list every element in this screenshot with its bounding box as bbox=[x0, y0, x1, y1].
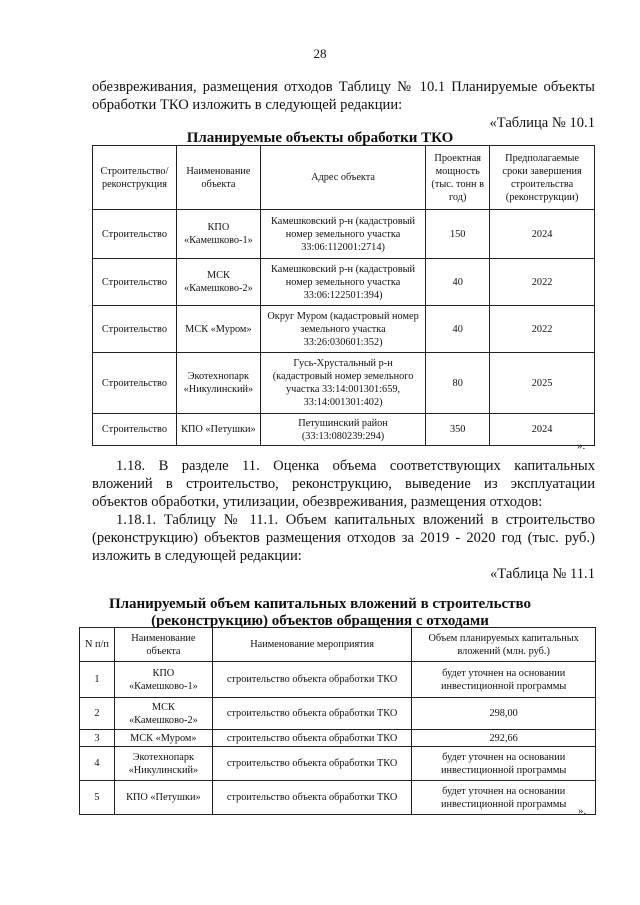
table-cell: 2022 bbox=[490, 306, 595, 353]
table2-header-row bbox=[80, 628, 596, 662]
table-cell: 3 bbox=[80, 730, 115, 747]
table2-header: N п/п bbox=[80, 628, 115, 662]
table-cell: Экотехнопарк «Никулинский» bbox=[114, 747, 212, 781]
table1-header: Предполагаемые сроки завершения строительства (реконструкции) bbox=[490, 146, 595, 210]
table-cell: Строительство bbox=[93, 353, 177, 414]
table1 bbox=[92, 145, 595, 446]
para-1-18-1-line-1: 1.18.1. Таблицу № 11.1. Объем капитальных вложений в строительство bbox=[116, 512, 595, 528]
table-cell: Камешковский р-н (кадастровый номер земельного участка 33:06:112001:2714) bbox=[260, 210, 425, 259]
table-cell: КПО «Камешково-1» bbox=[114, 662, 212, 698]
table-cell: КПО «Камешково-1» bbox=[176, 210, 260, 259]
table-cell: МСК «Камешково-2» bbox=[176, 259, 260, 306]
table-cell: 2022 bbox=[490, 259, 595, 306]
table1-closing-quote: ». bbox=[577, 440, 586, 452]
table-cell: Экотехнопарк «Никулинский» bbox=[176, 353, 260, 414]
table2-title-line-2: (реконструкцию) объектов обращения с отходами bbox=[151, 613, 489, 629]
table2-title-line-1: Планируемый объем капитальных вложений в строительство bbox=[108, 596, 532, 612]
table2-closing-quote: ». bbox=[578, 805, 587, 817]
table-cell: Камешковский р-н (кадастровый номер земельного участка 33:06:122501:394) bbox=[260, 259, 425, 306]
table-cell: 2 bbox=[80, 698, 115, 730]
table-cell: 350 bbox=[426, 414, 490, 446]
table2-header: Наименование объекта bbox=[114, 628, 212, 662]
table-cell: Гусь-Хрустальный р-н (кадастровый номер земельного участка 33:14:001301:659, 33:14:001301:402) bbox=[260, 353, 425, 414]
table2-header: Объем планируемых капитальных вложений (млн. руб.) bbox=[412, 628, 596, 662]
table2-reference: «Таблица № 11.1 bbox=[490, 566, 595, 582]
table-cell: 5 bbox=[80, 781, 115, 815]
table-row bbox=[93, 306, 595, 353]
table-cell: Строительство bbox=[93, 414, 177, 446]
table2 bbox=[79, 627, 596, 815]
table-cell: строительство объекта обработки ТКО bbox=[212, 662, 412, 698]
table-cell: Строительство bbox=[93, 210, 177, 259]
intro-line-1: обезвреживания, размещения отходов Таблицу № 10.1 Планируемые объекты bbox=[92, 79, 595, 95]
table2-header: Наименование мероприятия bbox=[212, 628, 412, 662]
table-cell: КПО «Петушки» bbox=[176, 414, 260, 446]
table-cell: 292,66 bbox=[412, 730, 596, 747]
para-1-18-1-line-2: (реконструкцию) объектов размещения отходов за 2019 - 2020 год (тыс. руб.) bbox=[92, 530, 595, 546]
para-1-18-line-1: 1.18. В разделе 11. Оценка объема соответствующих капитальных bbox=[116, 458, 595, 474]
table-row bbox=[80, 781, 596, 815]
table1-header: Проектная мощность (тыс. тонн в год) bbox=[426, 146, 490, 210]
table-row bbox=[93, 259, 595, 306]
table-cell: МСК «Камешково-2» bbox=[114, 698, 212, 730]
table-cell: 40 bbox=[426, 259, 490, 306]
table-row bbox=[80, 747, 596, 781]
table-cell: будет уточнен на основании инвестиционной программы bbox=[412, 781, 596, 815]
table-cell: будет уточнен на основании инвестиционной программы bbox=[412, 662, 596, 698]
table-cell: строительство объекта обработки ТКО bbox=[212, 730, 412, 747]
intro-line-2: обработки ТКО изложить в следующей редакции: bbox=[92, 97, 403, 113]
table-cell: Строительство bbox=[93, 306, 177, 353]
table-cell: строительство объекта обработки ТКО bbox=[212, 781, 412, 815]
table-row bbox=[93, 353, 595, 414]
table-cell: 2024 bbox=[490, 210, 595, 259]
table-cell: Петушинский район (33:13:080239:294) bbox=[260, 414, 425, 446]
table1-reference: «Таблица № 10.1 bbox=[489, 115, 595, 131]
table-cell: 80 bbox=[426, 353, 490, 414]
table-row bbox=[80, 698, 596, 730]
table1-title: Планируемые объекты обработки ТКО bbox=[186, 130, 454, 146]
para-1-18-line-3: объектов обработки, утилизации, обезвреживания, размещения отходов: bbox=[92, 494, 543, 510]
table-cell: МСК «Муром» bbox=[176, 306, 260, 353]
table-cell: 150 bbox=[426, 210, 490, 259]
table-cell: 4 bbox=[80, 747, 115, 781]
table1-header: Наименование объекта bbox=[176, 146, 260, 210]
table-row bbox=[80, 662, 596, 698]
para-1-18-line-2: вложений в строительство, реконструкцию, выведение из эксплуатации bbox=[92, 476, 595, 492]
table-cell: строительство объекта обработки ТКО bbox=[212, 747, 412, 781]
table-cell: будет уточнен на основании инвестиционной программы bbox=[412, 747, 596, 781]
table-row bbox=[93, 210, 595, 259]
table-cell: КПО «Петушки» bbox=[114, 781, 212, 815]
table-cell: Строительство bbox=[93, 259, 177, 306]
table-row bbox=[93, 414, 595, 446]
table-cell: Округ Муром (кадастровый номер земельного участка 33:26:030601:352) bbox=[260, 306, 425, 353]
table-cell: 40 bbox=[426, 306, 490, 353]
table-cell: 1 bbox=[80, 662, 115, 698]
table1-header: Адрес объекта bbox=[260, 146, 425, 210]
table-row bbox=[80, 730, 596, 747]
para-1-18-1-line-3: изложить в следующей редакции: bbox=[92, 548, 302, 564]
page-number: 28 bbox=[313, 46, 327, 61]
table-cell: строительство объекта обработки ТКО bbox=[212, 698, 412, 730]
table-cell: 2024 bbox=[490, 414, 595, 446]
table-cell: 2025 bbox=[490, 353, 595, 414]
table1-header: Строительство/ реконструкция bbox=[93, 146, 177, 210]
table1-header-row bbox=[93, 146, 595, 210]
table-cell: МСК «Муром» bbox=[114, 730, 212, 747]
table-cell: 298,00 bbox=[412, 698, 596, 730]
